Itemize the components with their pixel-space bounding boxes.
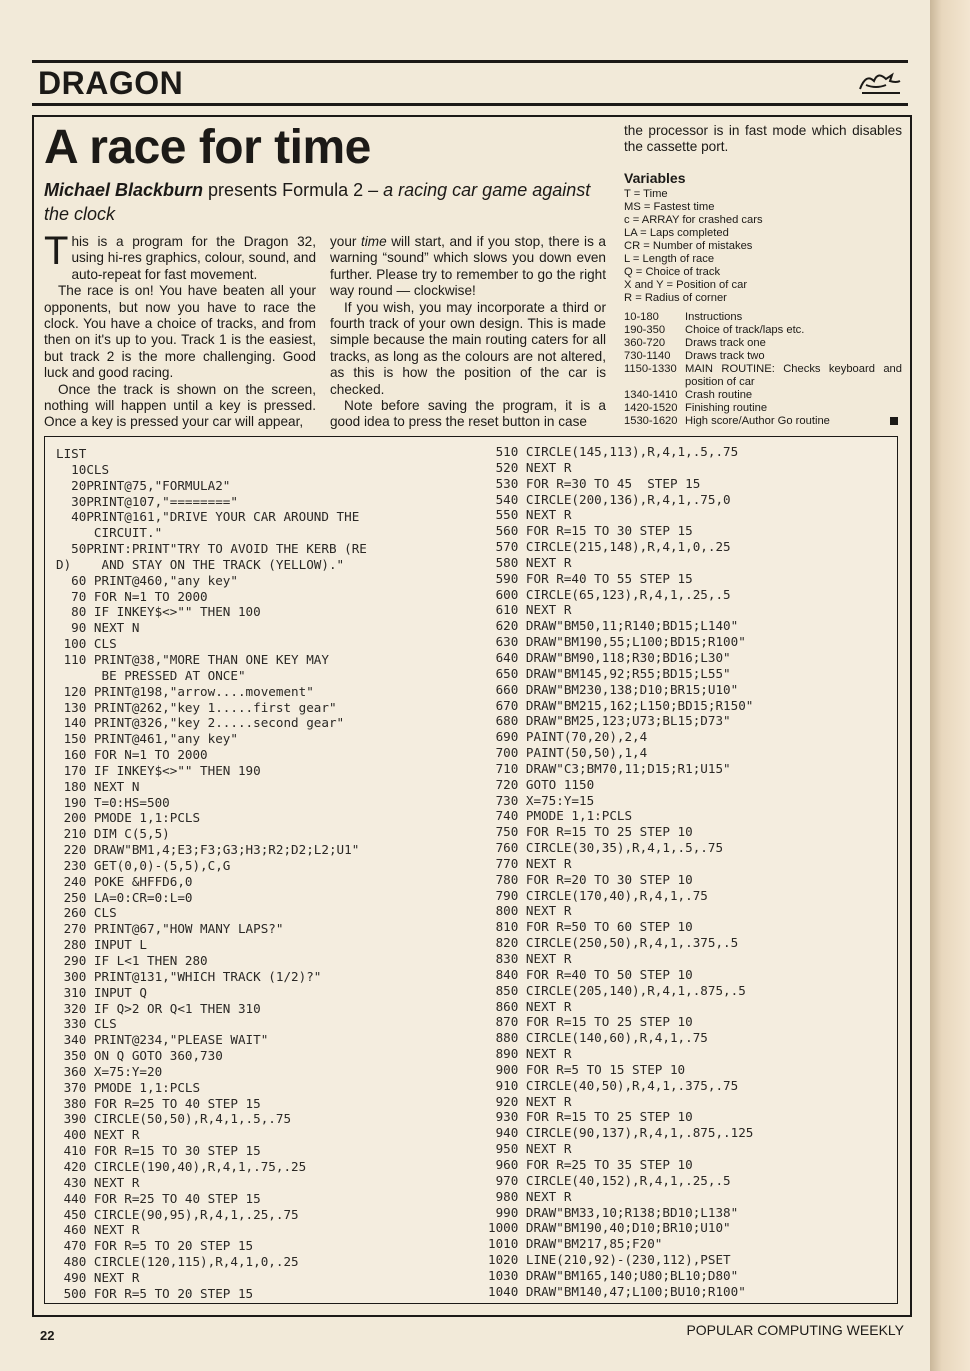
- routine-description: Choice of track/laps etc.: [685, 324, 805, 337]
- code-line: 960 FOR R=25 TO 35 STEP 10: [488, 1156, 693, 1172]
- variable-definition: LA = Laps completed: [624, 227, 729, 240]
- routine-line-range: 360-720: [624, 337, 666, 350]
- code-line: 360 X=75:Y=20: [56, 1063, 163, 1079]
- code-line: 440 FOR R=25 TO 40 STEP 15: [56, 1190, 261, 1206]
- paragraph: Once the track is shown on the screen, nothing will happen until a key is pressed. Once a key is pressed your car will appear,: [44, 381, 316, 430]
- code-line: 260 CLS: [56, 905, 117, 921]
- code-line: 470 FOR R=5 TO 20 STEP 15: [56, 1238, 254, 1254]
- code-line: 950 NEXT R: [488, 1141, 572, 1157]
- code-line: 600 CIRCLE(65,123),R,4,1,.25,.5: [488, 586, 731, 602]
- paragraph: [330, 234, 606, 300]
- code-line: 530 FOR R=30 TO 45 STEP 15: [488, 475, 701, 491]
- code-line: 340 PRINT@234,"PLEASE WAIT": [56, 1032, 269, 1048]
- code-line: 620 DRAW"BM50,11;R140;BD15;L140": [488, 618, 739, 634]
- code-line: 840 FOR R=40 TO 50 STEP 10: [488, 966, 693, 982]
- code-line: 70 FOR N=1 TO 2000: [56, 588, 208, 604]
- code-line: 40PRINT@161,"DRIVE YOUR CAR AROUND THE: [56, 509, 360, 525]
- code-line: 890 NEXT R: [488, 1046, 572, 1062]
- routines-table: [624, 311, 902, 428]
- code-line: 10CLS: [56, 461, 110, 477]
- publication-name: POPULAR COMPUTING WEEKLY: [686, 1322, 904, 1338]
- code-line: 870 FOR R=15 TO 25 STEP 10: [488, 1014, 693, 1030]
- routine-row: [624, 350, 902, 363]
- code-line: 350 ON Q GOTO 360,730: [56, 1048, 223, 1064]
- routine-line-range: 1340-1410: [624, 389, 678, 402]
- code-line: 290 IF L<1 THEN 280: [56, 953, 208, 968]
- code-line: 970 CIRCLE(40,152),R,4,1,.25,.5: [488, 1172, 731, 1188]
- code-line: 200 PMODE 1,1:PCLS: [56, 810, 201, 826]
- code-line: 100 CLS: [56, 636, 117, 652]
- code-line: 720 GOTO 1150: [488, 776, 595, 792]
- routine-row: [624, 389, 902, 402]
- code-line: 1030 DRAW"BM165,140;U80;BL10;D80": [488, 1267, 739, 1283]
- listing-left-column: [56, 446, 367, 1302]
- routine-description: Draws track two: [685, 350, 765, 363]
- routine-description: Finishing routine: [685, 402, 768, 415]
- code-line: 830 NEXT R: [488, 951, 572, 966]
- code-line: 590 FOR R=40 TO 55 STEP 15: [488, 570, 693, 586]
- routine-description: Instructions: [685, 311, 743, 324]
- variable-definition: Q = Choice of track: [624, 266, 721, 279]
- routine-line-range: 190-350: [624, 324, 666, 337]
- code-line: 460 NEXT R: [56, 1222, 140, 1238]
- code-line: 930 FOR R=15 TO 25 STEP 10: [488, 1109, 693, 1125]
- section-title: DRAGON: [38, 65, 184, 101]
- routine-description: Crash routine: [685, 389, 753, 402]
- author-name: Michael Blackburn: [44, 180, 204, 200]
- code-line: 540 CIRCLE(200,136),R,4,1,.75,0: [488, 491, 731, 507]
- code-line: 780 FOR R=20 TO 30 STEP 10: [488, 871, 693, 887]
- page-spine-edge: [930, 0, 970, 1371]
- code-line: LIST: [56, 446, 87, 461]
- code-line: 380 FOR R=25 TO 40 STEP 15: [56, 1095, 261, 1111]
- code-line: 140 PRINT@326,"key 2.....second gear": [56, 715, 345, 731]
- routine-row: [624, 363, 902, 389]
- code-line: 940 CIRCLE(90,137),R,4,1,.875,.125: [488, 1125, 754, 1141]
- code-line: 680 DRAW"BM25,123;U73;BL15;D73": [488, 713, 731, 729]
- routine-row: [624, 415, 902, 428]
- code-line: 510 CIRCLE(145,113),R,4,1,.5,.75: [488, 444, 739, 459]
- routine-description: MAIN ROUTINE: Checks keyboard and position of car: [685, 363, 902, 389]
- code-line: 990 DRAW"BM33,10;R138;BD10;L138": [488, 1204, 739, 1220]
- code-line: 160 FOR N=1 TO 2000: [56, 747, 208, 763]
- code-line: 740 PMODE 1,1:PCLS: [488, 808, 633, 824]
- code-line: 480 CIRCLE(120,115),R,4,1,0,.25: [56, 1254, 299, 1270]
- code-line: 370 PMODE 1,1:PCLS: [56, 1079, 201, 1095]
- code-line: 210 DIM C(5,5): [56, 826, 170, 842]
- code-line: 250 LA=0:CR=0:L=0: [56, 889, 193, 905]
- code-line: 560 FOR R=15 TO 30 STEP 15: [488, 523, 693, 539]
- code-line: 300 PRINT@131,"WHICH TRACK (1/2)?": [56, 968, 322, 984]
- standfirst-presents: presents: [203, 180, 283, 200]
- code-line: 120 PRINT@198,"arrow....movement": [56, 683, 314, 699]
- code-line: 400 NEXT R: [56, 1127, 140, 1143]
- code-line: 90 NEXT N: [56, 620, 140, 636]
- variable-definition: MS = Fastest time: [624, 201, 715, 214]
- drop-cap: T: [44, 229, 69, 273]
- code-line: 760 CIRCLE(30,35),R,4,1,.5,.75: [488, 840, 724, 856]
- code-line: 580 NEXT R: [488, 554, 572, 570]
- code-line: 980 NEXT R: [488, 1188, 572, 1204]
- paragraph: If you wish, you may incorporate a third or fourth track of your own design. This is made simple because the main routing caters for all tracks, as long as the colours are not altered, as this is how the position of the car is checked.: [330, 299, 606, 397]
- code-line: 660 DRAW"BM230,138;D10;BR15;U10": [488, 681, 739, 697]
- code-line: 770 NEXT R: [488, 855, 572, 871]
- body-column-2: [330, 234, 606, 431]
- code-line: 820 CIRCLE(250,50),R,4,1,.375,.5: [488, 935, 739, 951]
- code-line: 1020 LINE(210,92)-(230,112),PSET: [488, 1252, 731, 1268]
- code-line: 880 CIRCLE(140,60),R,4,1,.75: [488, 1030, 708, 1046]
- code-line: CIRCUIT.": [56, 525, 163, 541]
- code-line: 790 CIRCLE(170,40),R,4,1,.75: [488, 887, 708, 903]
- routine-line-range: 1420-1520: [624, 402, 678, 415]
- code-line: 310 INPUT Q: [56, 984, 147, 1000]
- paragraph-text: his is a program for the Dragon 32, using hi-res graphics, colour, sound, and auto-repeat for fast movement.: [71, 234, 316, 282]
- code-line: 810 FOR R=50 TO 60 STEP 10: [488, 919, 693, 935]
- code-line: 700 PAINT(50,50),1,4: [488, 745, 648, 761]
- code-line: 610 NEXT R: [488, 602, 572, 618]
- code-line: 80 IF INKEY$<>"" THEN 100: [56, 604, 261, 620]
- code-line: 270 PRINT@67,"HOW MANY LAPS?": [56, 921, 284, 937]
- code-line: 240 POKE &HFFD6,0: [56, 873, 193, 889]
- code-line: 710 DRAW"C3;BM70,11;D15;R1;U15": [488, 760, 731, 776]
- code-line: 110 PRINT@38,"MORE THAN ONE KEY MAY: [56, 651, 329, 667]
- listing-right-column: [488, 444, 753, 1300]
- variables-list: [624, 188, 902, 305]
- code-line: BE PRESSED AT ONCE": [56, 667, 246, 683]
- article-title: A race for time: [44, 121, 371, 174]
- routine-row: [624, 324, 902, 337]
- section-header: [32, 60, 908, 106]
- routine-line-range: 730-1140: [624, 350, 671, 363]
- game-name: Formula 2: [282, 180, 364, 200]
- code-line: 1000 DRAW"BM190,40;D10;BR10;U10": [488, 1220, 731, 1236]
- variable-definition: CR = Number of mistakes: [624, 240, 753, 253]
- variable-definition: T = Time: [624, 188, 668, 201]
- code-line: 920 NEXT R: [488, 1093, 572, 1109]
- code-line: 800 NEXT R: [488, 903, 572, 919]
- standfirst: [44, 178, 604, 226]
- code-line: 320 IF Q>2 OR Q<1 THEN 310: [56, 1000, 261, 1016]
- routine-description: High score/Author Go routine: [685, 415, 830, 428]
- routine-row: [624, 337, 902, 350]
- variable-definition: R = Radius of corner: [624, 292, 727, 305]
- code-line: 690 PAINT(70,20),2,4: [488, 729, 648, 745]
- code-line: 50PRINT:PRINT"TRY TO AVOID THE KERB (RE: [56, 541, 367, 557]
- code-line: 910 CIRCLE(40,50),R,4,1,.375,.75: [488, 1077, 739, 1093]
- routine-row: [624, 311, 902, 324]
- paragraph: [44, 229, 316, 283]
- code-line: 230 GET(0,0)-(5,5),C,G: [56, 857, 231, 873]
- code-line: 630 DRAW"BM190,55;L100;BD15;R100": [488, 634, 746, 650]
- code-line: 150 PRINT@461,"any key": [56, 731, 238, 747]
- page-number: 22: [40, 1328, 55, 1343]
- body-column-1: [44, 229, 316, 431]
- code-line: 190 T=0:HS=500: [56, 794, 170, 810]
- code-line: 860 NEXT R: [488, 998, 572, 1014]
- routine-line-range: 1530-1620: [624, 415, 678, 428]
- paragraph: The race is on! You have beaten all your opponents, but now you have to race the clock. You have a choice of tracks, and from then on it's up to you. Track 1 is the easiest, but track 2 is the more challenging. Good luck and good racing.: [44, 283, 316, 381]
- code-line: 650 DRAW"BM145,92;R55;BD15;L55": [488, 665, 731, 681]
- code-line: 220 DRAW"BM1,4;E3;F3;G3;H3;R2;D2;L2;U1": [56, 842, 360, 858]
- code-line: 130 PRINT@262,"key 1.....first gear": [56, 699, 337, 715]
- code-line: 490 NEXT R: [56, 1269, 140, 1285]
- standfirst-rest: – a racing car game against the clock: [44, 180, 591, 224]
- code-line: 900 FOR R=5 TO 15 STEP 10: [488, 1061, 686, 1077]
- code-line: 20PRINT@75,"FORMULA2": [56, 477, 231, 493]
- code-line: 670 DRAW"BM215,162;L150;BD15;R150": [488, 697, 754, 713]
- end-of-article-mark: [890, 417, 898, 425]
- code-line: 850 CIRCLE(205,140),R,4,1,.875,.5: [488, 982, 746, 998]
- variables-heading: Variables: [624, 169, 686, 186]
- code-line: 500 FOR R=5 TO 20 STEP 15: [56, 1285, 254, 1301]
- code-line: 520 NEXT R: [488, 459, 572, 475]
- variable-definition: L = Length of race: [624, 253, 715, 266]
- code-line: 1040 DRAW"BM140,47;L100;BU10;R100": [488, 1283, 746, 1299]
- routine-description: Draws track one: [685, 337, 766, 350]
- paragraph-text: will start, and if you stop, there is a warning “sound” which slows you down even further. Please try to remember to go the right way round — clockwise!: [330, 234, 606, 299]
- code-line: 450 CIRCLE(90,95),R,4,1,.25,.75: [56, 1206, 299, 1222]
- code-line: 1010 DRAW"BM217,85;F20": [488, 1236, 663, 1252]
- code-line: 390 CIRCLE(50,50),R,4,1,.5,.75: [56, 1111, 292, 1127]
- code-line: D) AND STAY ON THE TRACK (YELLOW).": [56, 556, 345, 572]
- emphasis-time: time: [361, 234, 387, 249]
- code-line: 550 NEXT R: [488, 507, 572, 523]
- paragraph: the processor is in fast mode which disables the cassette port.: [624, 123, 902, 155]
- code-line: 420 CIRCLE(190,40),R,4,1,.75,.25: [56, 1158, 307, 1174]
- code-line: 730 X=75:Y=15: [488, 792, 595, 808]
- code-line: 570 CIRCLE(215,148),R,4,1,0,.25: [488, 539, 731, 555]
- routine-row: [624, 402, 902, 415]
- code-line: 330 CLS: [56, 1016, 117, 1032]
- variable-definition: c = ARRAY for crashed cars: [624, 214, 763, 227]
- code-line: 410 FOR R=15 TO 30 STEP 15: [56, 1143, 261, 1159]
- code-line: 30PRINT@107,"========": [56, 493, 238, 509]
- code-line: 430 NEXT R: [56, 1174, 140, 1190]
- paragraph-text: your: [330, 234, 361, 249]
- code-line: 640 DRAW"BM90,118;R30;BD16;L30": [488, 649, 731, 665]
- code-line: 170 IF INKEY$<>"" THEN 190: [56, 762, 261, 778]
- code-line: 280 INPUT L: [56, 937, 147, 953]
- routine-line-range: 10-180: [624, 311, 659, 324]
- body-column-3: [624, 123, 902, 428]
- code-line: 60 PRINT@460,"any key": [56, 572, 238, 588]
- variable-definition: X and Y = Position of car: [624, 279, 748, 292]
- routine-line-range: 1150-1330: [624, 363, 677, 376]
- paragraph: Note before saving the program, it is a good idea to press the reset button in case: [330, 398, 606, 430]
- code-line: 180 NEXT N: [56, 778, 140, 794]
- code-line: 750 FOR R=15 TO 25 STEP 10: [488, 824, 693, 840]
- dragon-logo-icon: [856, 67, 904, 97]
